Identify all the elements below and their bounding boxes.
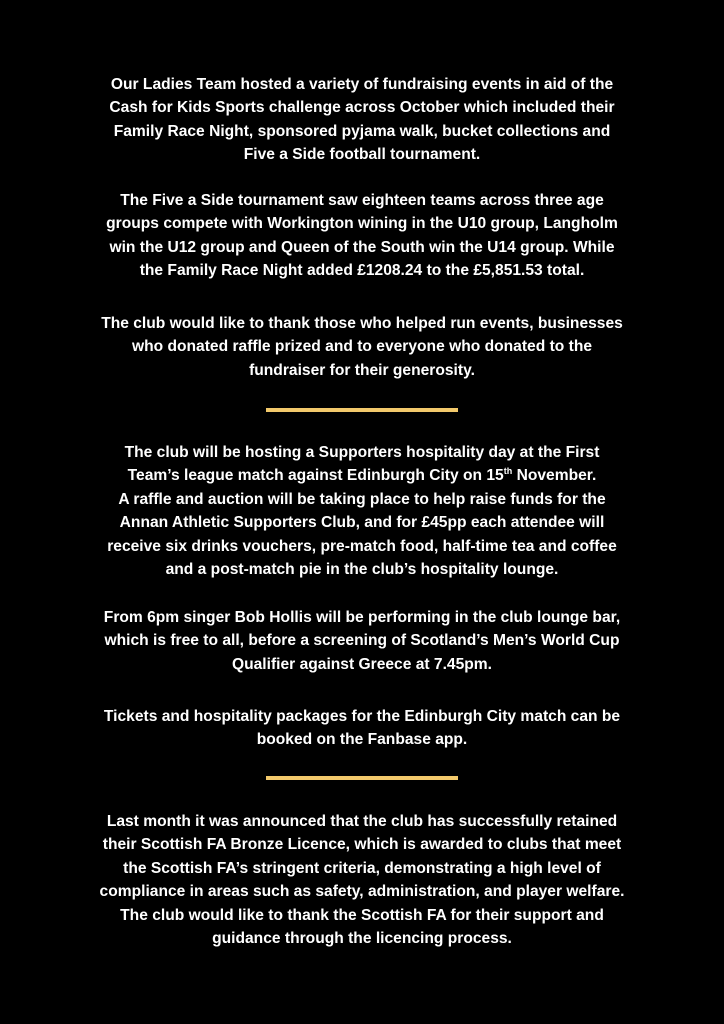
text-line: their Scottish FA Bronze Licence, which is awarded to clubs that meet (102, 836, 622, 854)
text-line: and a post-match pie in the club’s hospitality lounge. (165, 561, 559, 579)
five-a-side-paragraph (62, 189, 662, 283)
text-line: A raffle and auction will be taking place to help raise funds for the (118, 490, 606, 508)
text-line: The club would like to thank the Scottish FA for their support and (120, 906, 604, 924)
text-line: Last month it was announced that the club has successfully retained (106, 813, 618, 830)
text-line: the Scottish FA’s stringent criteria, demonstrating a high level of (123, 859, 601, 877)
text-line: the Family Race Night added £1208.24 to the £5,851.53 total. (139, 262, 585, 280)
text-line: who donated raffle prized and to everyone who donated to the (131, 338, 593, 356)
text-line: which is free to all, before a screening of Scotland’s Men’s World Cup (104, 632, 620, 650)
text-line: Family Race Night, sponsored pyjama walk, bucket collections and (113, 122, 611, 140)
text-line: Annan Athletic Supporters Club, and for £45pp each attendee will (119, 514, 605, 532)
bob-hollis-paragraph (62, 606, 662, 676)
text-line: win the U12 group and Queen of the South win the U14 group. While (109, 238, 615, 256)
text-line: The club would like to thank those who helped run events, businesses (101, 315, 623, 332)
text-line: Our Ladies Team hosted a variety of fundraising events in aid of the (110, 76, 614, 93)
tickets-paragraph (62, 705, 662, 752)
section-divider (266, 776, 458, 780)
text-fragment: November. (512, 467, 597, 485)
text-line: Qualifier against Greece at 7.45pm. (231, 655, 492, 673)
hospitality-paragraph (62, 441, 662, 581)
text-line: receive six drinks vouchers, pre-match food, half-time tea and coffee (107, 537, 617, 555)
text-fragment: Team’s league match against Edinburgh City on 15 (127, 467, 504, 485)
text-line: The club will be hosting a Supporters hospitality day at the First (124, 444, 600, 461)
text-line-with-date (62, 464, 662, 487)
text-line: Five a Side football tournament. (243, 146, 481, 164)
text-line: Tickets and hospitality packages for the Edinburgh City match can be (103, 708, 621, 725)
text-line: fundraiser for their generosity. (249, 361, 475, 379)
thanks-paragraph (62, 312, 662, 382)
ladies-team-paragraph (62, 73, 662, 167)
text-line: Cash for Kids Sports challenge across October which included their (109, 99, 615, 117)
text-line: groups compete with Workington wining in the U10 group, Langholm (106, 215, 618, 233)
section-divider (266, 408, 458, 412)
licence-paragraph (62, 810, 662, 950)
text-line: booked on the Fanbase app. (256, 731, 468, 749)
ordinal-suffix: th (503, 466, 513, 477)
text-line: From 6pm singer Bob Hollis will be performing in the club lounge bar, (103, 609, 621, 626)
text-line: The Five a Side tournament saw eighteen teams across three age (120, 192, 604, 209)
text-line: compliance in areas such as safety, administration, and player welfare. (99, 883, 625, 901)
text-line: guidance through the licencing process. (212, 930, 512, 948)
